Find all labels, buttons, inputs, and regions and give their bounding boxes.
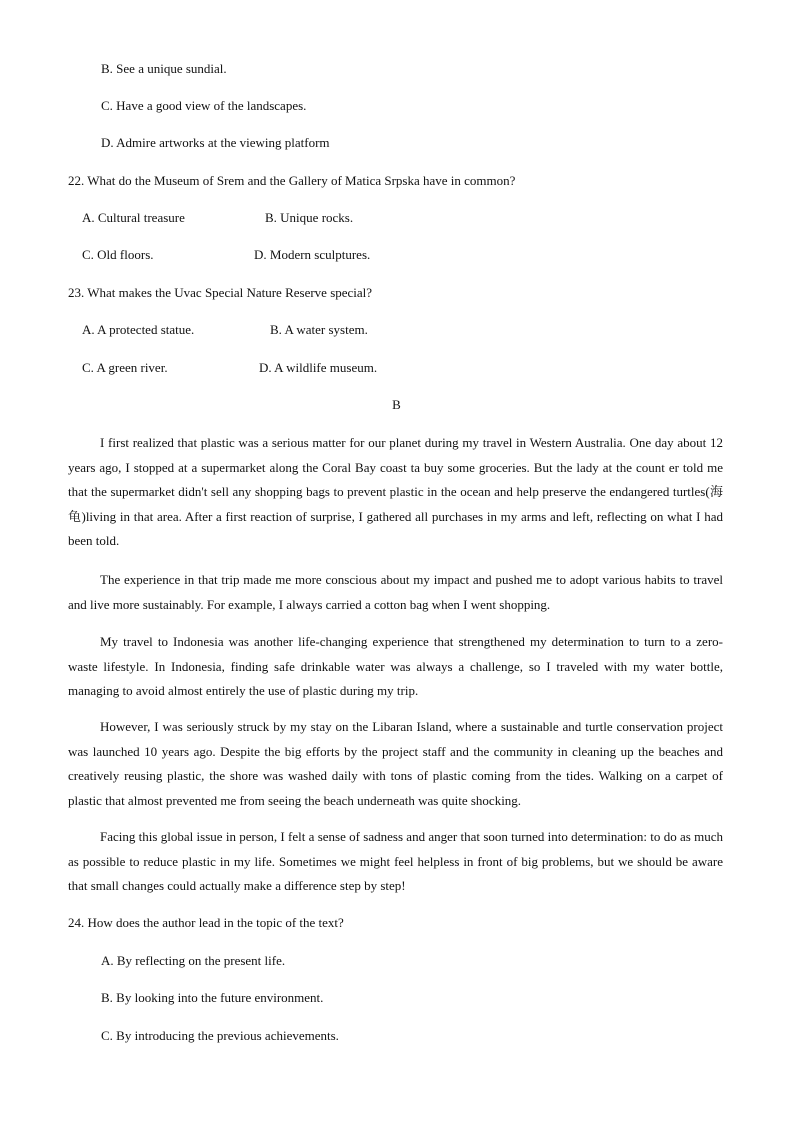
- q23-option-a: A. A protected statue.: [82, 322, 195, 337]
- passage-paragraph-2: [68, 568, 723, 617]
- passage-paragraph-text: My travel to Indonesia was another life-changing experience that strengthened my determination to turn to a zero-waste lifestyle. In Indonesia, finding safe drinkable water was always a challenge, so I traveled with my water bottle, managing to avoid almost entirely the use of plastic during my trip.: [68, 634, 723, 698]
- q24-question: 24. How does the author lead in the topic of the text?: [68, 915, 344, 930]
- passage-paragraph-3: [68, 630, 723, 704]
- q24-option-c: C. By introducing the previous achievements.: [101, 1028, 339, 1043]
- q22-option-c: C. Old floors.: [82, 247, 154, 262]
- q23-option-d: D. A wildlife museum.: [259, 360, 378, 375]
- passage-paragraph-text: I first realized that plastic was a serious matter for our planet during my travel in Western Australia. One day about 12 years ago, I stopped at a supermarket along the Coral Bay coast ta buy some groceries. But the lady at the count er told me that the supermarket didn't sell any shopping bags to prevent plastic in the ocean and help preserve the endangered turtles(海龟)living in that area. After a first reaction of surprise, I gathered all purchases in my arms and left, reflecting on what I had been told.: [68, 435, 723, 548]
- passage-paragraph-4: [68, 715, 723, 813]
- q21-option-c: C. Have a good view of the landscapes.: [101, 98, 307, 113]
- passage-paragraph-text: However, I was seriously struck by my stay on the Libaran Island, where a sustainable and turtle conservation project was launched 10 years ago. Despite the big efforts by the project staff and the community in cleaning up the beaches and creatively reusing plastic, the shore was washed daily with tons of plastic coming from the tides. Walking on a carpet of plastic that almost prevented me from seeing the beach underneath was quite shocking.: [68, 719, 723, 808]
- q21-option-d: D. Admire artworks at the viewing platform: [101, 135, 330, 150]
- q23-question: 23. What makes the Uvac Special Nature Reserve special?: [68, 285, 373, 300]
- q23-option-c: C. A green river.: [82, 360, 168, 375]
- q22-option-b: B. Unique rocks.: [265, 210, 354, 225]
- q22-option-d: D. Modern sculptures.: [254, 247, 371, 262]
- q23-option-b: B. A water system.: [270, 322, 368, 337]
- passage-paragraph-5: [68, 825, 723, 899]
- q22-option-a: A. Cultural treasure: [82, 210, 185, 225]
- q24-option-b: B. By looking into the future environment.: [101, 990, 324, 1005]
- q24-option-a: A. By reflecting on the present life.: [101, 953, 286, 968]
- passage-paragraph-text: The experience in that trip made me more conscious about my impact and pushed me to adopt various habits to travel and live more sustainably. For example, I always carried a cotton bag when I went shopping.: [68, 572, 723, 612]
- q22-question: 22. What do the Museum of Srem and the Gallery of Matica Srpska have in common?: [68, 173, 516, 188]
- passage-paragraph-1: [68, 431, 723, 554]
- section-label: B: [392, 397, 401, 412]
- passage-paragraph-text: Facing this global issue in person, I felt a sense of sadness and anger that soon turned into determination: to do as much as possible to reduce plastic in my life. Sometimes we might feel helpless in front of big problems, but we should be aware that small changes could actually make a difference step by step!: [68, 829, 723, 893]
- q21-option-b: B. See a unique sundial.: [101, 61, 227, 76]
